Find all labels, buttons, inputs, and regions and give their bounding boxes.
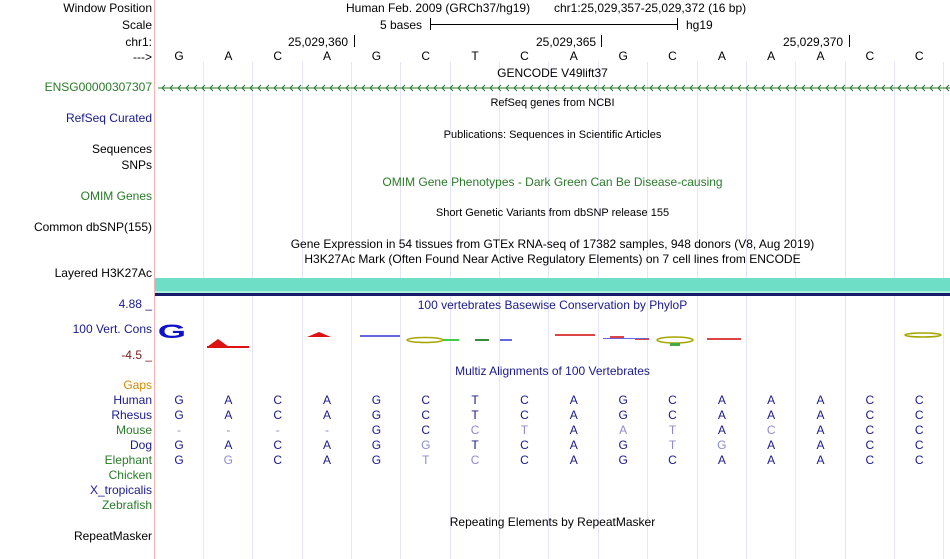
coord-1: 25,029,360: [288, 35, 349, 49]
omim-label[interactable]: OMIM Genes: [80, 189, 152, 203]
phylop-max-label: 4.88 _: [118, 297, 152, 311]
alignment-base: G: [371, 393, 382, 407]
base-letter: C: [520, 49, 529, 63]
alignment-base: C: [421, 408, 431, 422]
species-label[interactable]: Dog: [129, 438, 152, 452]
alignment-base: C: [668, 408, 677, 422]
species-label[interactable]: X_tropicalis: [89, 483, 152, 497]
base-letter: C: [865, 49, 875, 63]
alignment-base: C: [914, 438, 924, 452]
alignment-base: A: [224, 393, 233, 407]
base-letter: A: [717, 49, 726, 63]
chr-label: chr1:: [125, 35, 152, 49]
alignment-base: T: [668, 423, 677, 437]
alignment-base: A: [569, 393, 578, 407]
phylop-conservation-plot[interactable]: [155, 312, 950, 352]
coord-2: 25,029,365: [536, 35, 597, 49]
alignment-base: C: [668, 393, 677, 407]
alignment-base: A: [816, 423, 825, 437]
gtex-title[interactable]: Gene Expression in 54 tissues from GTEx RNA-seq of 17382 samples, 948 donors (V8, Aug 2019): [290, 237, 815, 251]
alignment-base: G: [174, 438, 184, 452]
alignment-base: T: [520, 423, 529, 437]
h3k27ac-label[interactable]: Layered H3K27Ac: [54, 266, 152, 280]
alignment-base: A: [569, 408, 578, 422]
alignment-base: G: [421, 438, 431, 452]
repeat-label[interactable]: RepeatMasker: [73, 529, 152, 543]
species-label[interactable]: Rhesus: [111, 408, 152, 422]
alignment-base: -: [226, 423, 231, 437]
alignment-base: A: [323, 438, 332, 452]
species-label[interactable]: Zebrafish: [101, 498, 152, 512]
alignment-base: G: [618, 438, 628, 452]
base-letter: C: [273, 49, 283, 63]
alignment-base: A: [717, 453, 726, 467]
scale-label: Scale: [121, 18, 152, 32]
alignment-base: -: [275, 423, 280, 437]
alignment-base: G: [174, 453, 184, 467]
alignment-base: C: [914, 453, 924, 467]
alignment-base: C: [421, 393, 431, 407]
refseq-label[interactable]: RefSeq Curated: [65, 111, 152, 125]
species-label[interactable]: Mouse: [115, 423, 152, 437]
alignment-base: C: [520, 438, 529, 452]
coord-tick: [849, 35, 850, 47]
gene-strand-line[interactable]: [158, 82, 950, 94]
alignment-base: A: [224, 438, 233, 452]
phylop-min-label: -4.5 _: [121, 348, 152, 362]
alignment-base: -: [177, 423, 181, 437]
alignment-base: T: [668, 438, 677, 452]
h3k27ac-signal-band[interactable]: [155, 278, 950, 291]
alignment-base: C: [865, 408, 875, 422]
phylop-label[interactable]: 100 Vert. Cons: [72, 322, 152, 336]
alignment-base: C: [421, 423, 431, 437]
scale-bar: [430, 18, 678, 30]
alignment-base: A: [323, 393, 332, 407]
alignment-base: G: [618, 453, 628, 467]
alignment-base: G: [371, 438, 382, 452]
alignment-base: C: [668, 453, 677, 467]
cons-letter-g-small: [407, 338, 443, 343]
species-label[interactable]: Elephant: [104, 453, 152, 467]
alignment-base: A: [224, 408, 233, 422]
base-letter: C: [668, 49, 677, 63]
alignment-base: A: [767, 438, 776, 452]
position-text[interactable]: chr1:25,029,357-25,029,372 (16 bp): [554, 1, 747, 15]
species-label[interactable]: Chicken: [108, 468, 152, 482]
alignment-base: C: [865, 423, 875, 437]
cons-letter-g: G: [157, 321, 187, 343]
alignment-base: A: [619, 423, 628, 437]
snps-label[interactable]: SNPs: [121, 158, 152, 172]
alignment-base: A: [569, 438, 578, 452]
alignment-base: G: [371, 453, 382, 467]
multiz-title[interactable]: Multiz Alignments of 100 Vertebrates: [455, 364, 650, 378]
alignment-base: A: [717, 423, 726, 437]
alignment-base: A: [767, 393, 776, 407]
cons-letter-a-neg: [555, 334, 595, 336]
dbsnp-label[interactable]: Common dbSNP(155): [33, 220, 152, 234]
base-letter: A: [767, 49, 776, 63]
refseq-title[interactable]: RefSeq genes from NCBI: [490, 97, 615, 109]
alignment-base: G: [618, 408, 628, 422]
alignment-base: C: [914, 423, 924, 437]
alignment-base: A: [717, 393, 726, 407]
alignment-base: C: [520, 408, 529, 422]
gencode-title[interactable]: GENCODE V49lift37: [497, 66, 608, 80]
alignment-base: A: [323, 453, 332, 467]
arrow-label: --->: [133, 50, 152, 64]
alignment-base: A: [323, 408, 332, 422]
alignment-base: T: [471, 438, 479, 452]
base-letter: A: [569, 49, 578, 63]
alignment-base: G: [223, 453, 234, 467]
alignment-base: C: [520, 453, 529, 467]
alignment-base: A: [816, 438, 825, 452]
alignment-base: -: [325, 423, 330, 437]
alignment-base: T: [471, 408, 479, 422]
alignment-base: G: [371, 408, 382, 422]
alignment-base: C: [914, 393, 924, 407]
alignment-base: G: [618, 393, 628, 407]
alignment-base: C: [273, 453, 283, 467]
coord-tick: [354, 35, 355, 47]
alignment-base: C: [273, 438, 283, 452]
alignment-base: C: [470, 423, 480, 437]
alignment-base: T: [422, 453, 430, 467]
alignment-base: G: [174, 393, 184, 407]
base-letter: G: [618, 49, 628, 63]
base-letter: C: [421, 49, 431, 63]
gencode-gene-label[interactable]: ENSG00000307307: [44, 80, 152, 94]
coord-tick: [601, 35, 602, 47]
base-letter: A: [816, 49, 825, 63]
alignment-base: A: [816, 393, 825, 407]
alignment-base: C: [865, 453, 875, 467]
alignment-base: C: [273, 408, 283, 422]
base-letter: C: [914, 49, 924, 63]
species-label[interactable]: Human: [113, 393, 152, 407]
alignment-base: A: [767, 453, 776, 467]
coord-3: 25,029,370: [783, 35, 844, 49]
alignment-base: C: [914, 408, 924, 422]
cons-letter-a-small: [307, 332, 331, 337]
gaps-label[interactable]: Gaps: [123, 378, 152, 392]
alignment-base: C: [865, 438, 875, 452]
alignment-base: C: [520, 393, 529, 407]
alignment-base: A: [569, 423, 578, 437]
base-letter: A: [323, 49, 332, 63]
assembly-text[interactable]: Human Feb. 2009 (GRCh37/hg19): [346, 1, 531, 15]
sequences-label[interactable]: Sequences: [91, 142, 152, 156]
publications-title[interactable]: Publications: Sequences in Scientific Articles: [443, 129, 662, 141]
alignment-base: G: [371, 423, 382, 437]
cons-letter-a: [207, 339, 229, 347]
base-letter: A: [224, 49, 233, 63]
h3k27ac-title[interactable]: H3K27Ac Mark (Often Found Near Active Regulatory Elements) on 7 cell lines from ENCODE: [304, 252, 801, 266]
alignment-base: C: [865, 393, 875, 407]
cons-letter-c-small: [360, 335, 400, 337]
scale-text: 5 bases: [380, 18, 423, 32]
repeat-title[interactable]: Repeating Elements by RepeatMasker: [449, 515, 656, 529]
alignment-base: C: [273, 393, 283, 407]
base-letter: G: [371, 49, 382, 63]
omim-title[interactable]: OMIM Gene Phenotypes - Dark Green Can Be Disease-causing: [382, 175, 723, 189]
alignment-base: A: [569, 453, 578, 467]
alignment-base: C: [766, 423, 776, 437]
alignment-base: A: [767, 408, 776, 422]
phylop-title[interactable]: 100 vertebrates Basewise Conservation by PhyloP: [417, 298, 688, 312]
alignment-base: T: [471, 393, 479, 407]
base-letter: G: [174, 49, 184, 63]
alignment-base: A: [717, 408, 726, 422]
alignment-base: A: [816, 408, 825, 422]
alignment-base: C: [470, 453, 480, 467]
window-position-label: Window Position: [63, 1, 152, 15]
base-letter: T: [471, 49, 479, 63]
alignment-base: A: [816, 453, 825, 467]
h3k27ac-baseline: [155, 293, 950, 296]
alignment-base: G: [717, 438, 727, 452]
scale-db: hg19: [686, 18, 713, 32]
alignment-base: G: [174, 408, 184, 422]
dbsnp-title[interactable]: Short Genetic Variants from dbSNP release 155: [435, 207, 670, 219]
